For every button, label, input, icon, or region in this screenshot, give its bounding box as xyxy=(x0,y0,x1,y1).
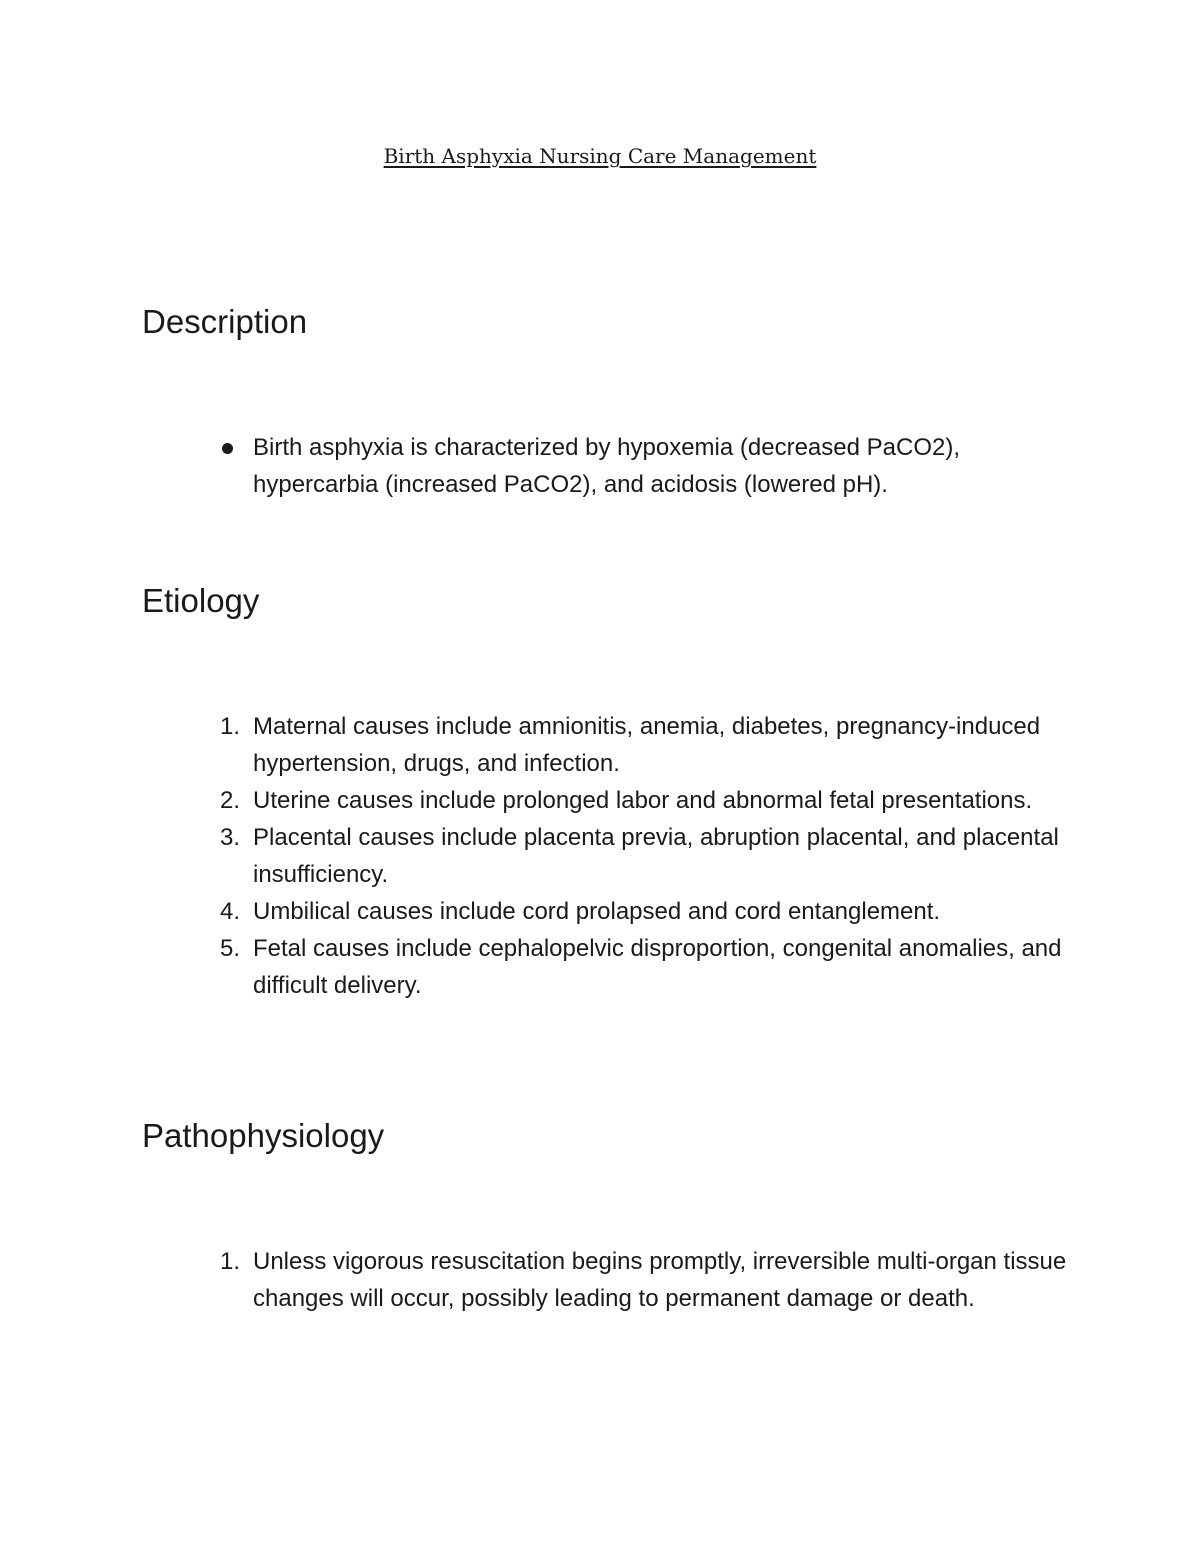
list-item-number: 3. xyxy=(219,824,240,851)
list-item-text: Placental causes include placenta previa, abruption placental, and placental insufficiency. xyxy=(253,824,1059,888)
list-item xyxy=(0,708,1073,782)
list-item-text: Maternal causes include amnionitis, anemia, diabetes, pregnancy-induced hypertension, drugs, and infection. xyxy=(253,713,1041,777)
document-title xyxy=(0,142,1200,170)
section-heading-description: Description xyxy=(142,303,308,340)
list-item xyxy=(0,429,1073,503)
etiology-list xyxy=(0,708,1200,1004)
list-item-text: Fetal causes include cephalopelvic disproportion, congenital anomalies, and difficult delivery. xyxy=(253,935,1062,999)
description-list xyxy=(0,429,1200,503)
list-item xyxy=(0,930,1073,1004)
list-item-number: 1. xyxy=(219,1248,240,1275)
list-item-text: Unless vigorous resuscitation begins promptly, irreversible multi-organ tissue changes will occur, possibly leading to permanent damage or death. xyxy=(253,1248,1067,1312)
list-item-text: Uterine causes include prolonged labor and abnormal fetal presentations. xyxy=(253,787,1033,814)
list-item-number: 1. xyxy=(219,713,240,740)
list-item xyxy=(0,1243,1073,1317)
list-item-text: Umbilical causes include cord prolapsed and cord entanglement. xyxy=(253,898,941,925)
section-heading-pathophysiology: Pathophysiology xyxy=(142,1117,385,1154)
document-title-text: Birth Asphyxia Nursing Care Management xyxy=(383,144,817,168)
list-item xyxy=(0,893,1073,930)
list-item-number: 5. xyxy=(219,935,240,962)
bullet-dot-icon xyxy=(222,443,233,454)
list-item xyxy=(0,819,1073,893)
section-heading-etiology: Etiology xyxy=(142,582,260,619)
list-item-number: 2. xyxy=(219,787,240,814)
pathophysiology-list xyxy=(0,1243,1200,1317)
list-item xyxy=(0,782,1073,819)
list-item-text: Birth asphyxia is characterized by hypoxemia (decreased PaCO2), hypercarbia (increased PaCO2), and acidosis (lowered pH). xyxy=(253,434,960,498)
list-item-number: 4. xyxy=(219,898,240,925)
